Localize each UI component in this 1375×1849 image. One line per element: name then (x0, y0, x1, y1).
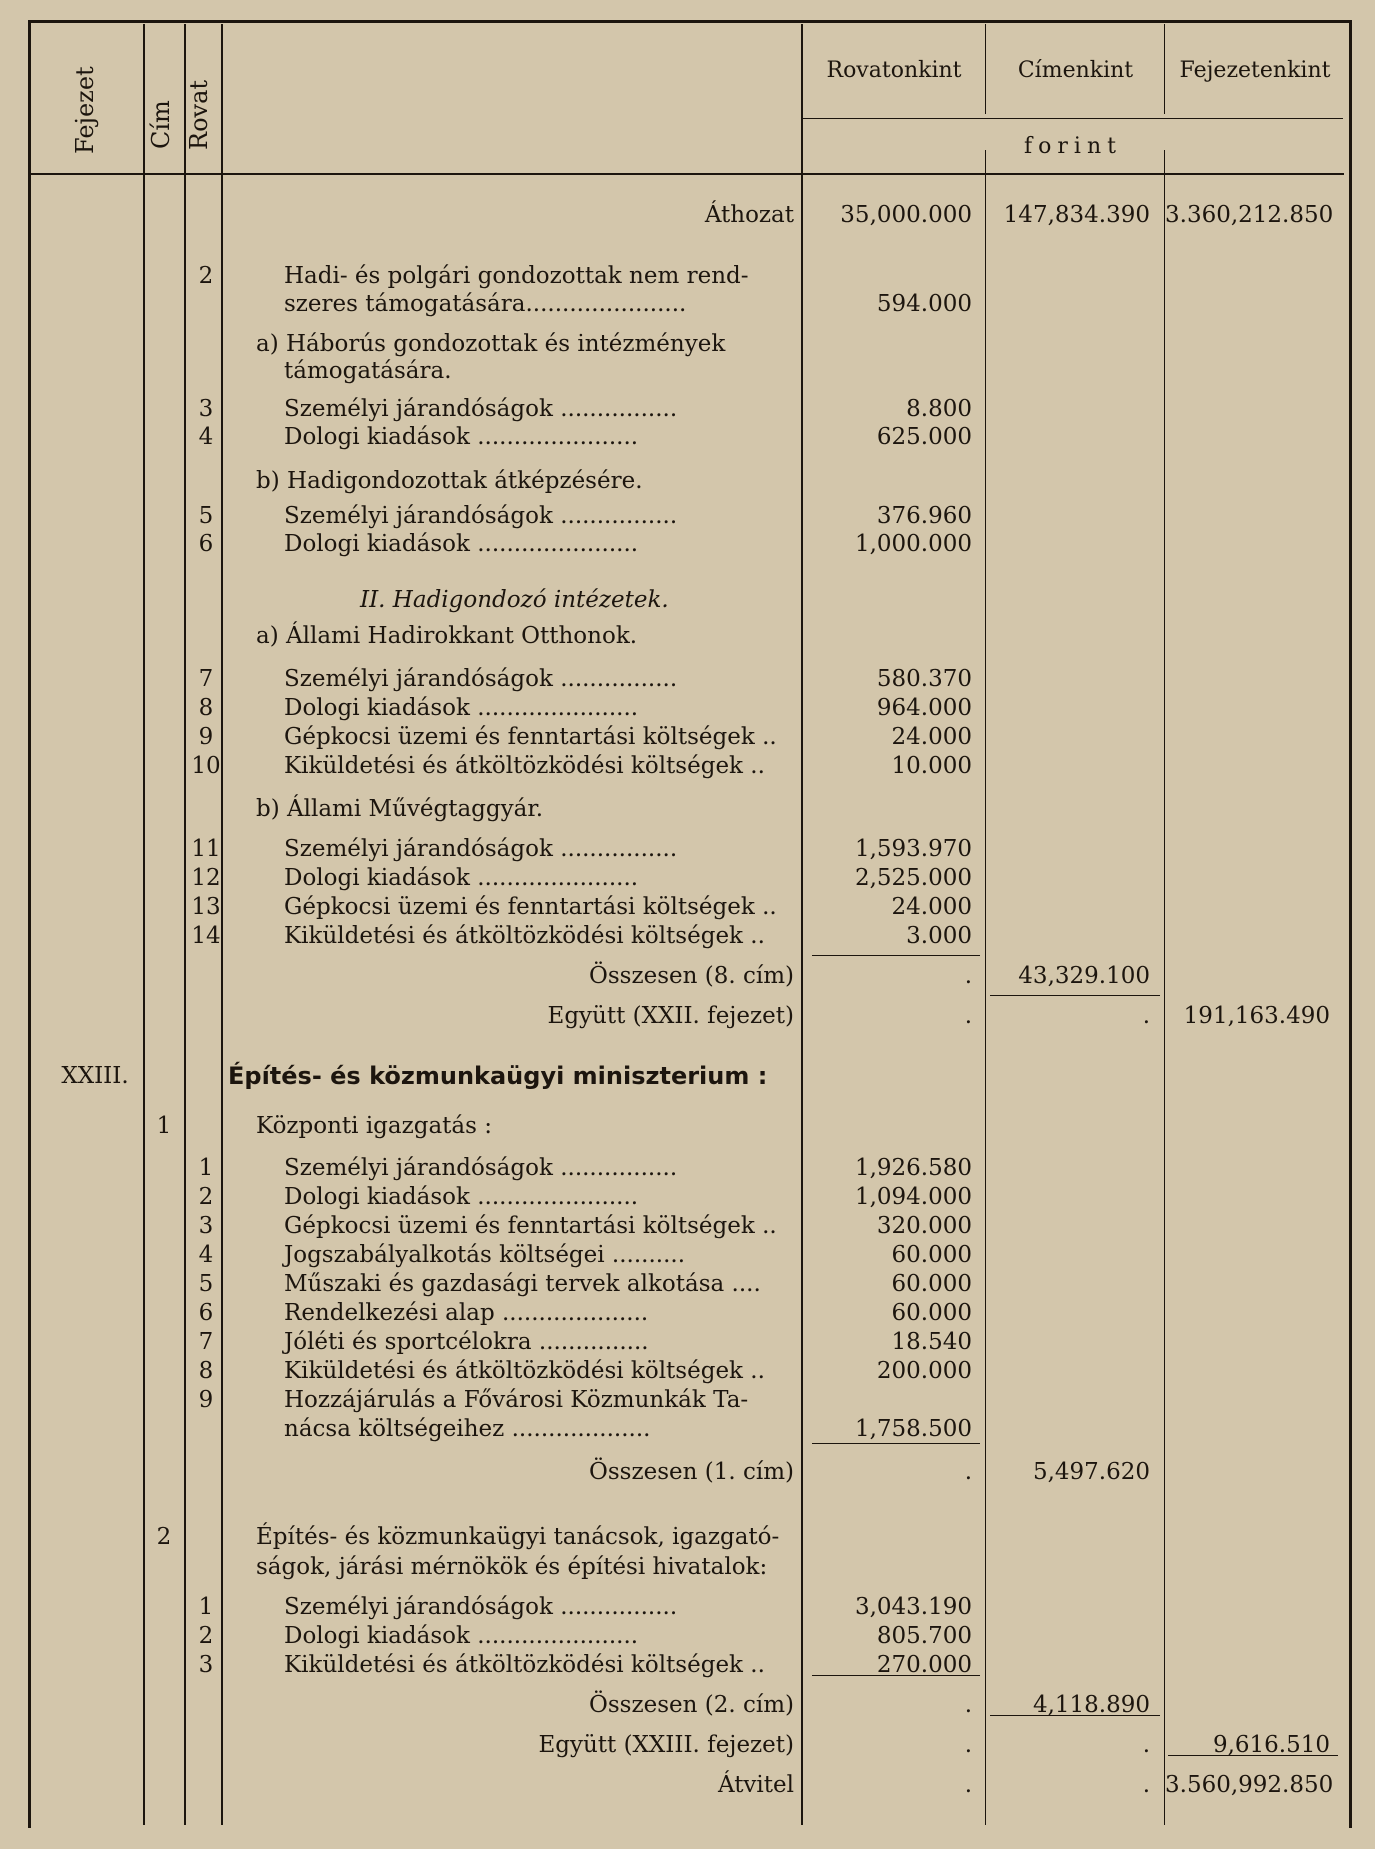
table-row (0, 200, 1375, 230)
table-row (0, 1001, 1375, 1031)
rovatonkint-value: 805.700 (876, 1623, 972, 1649)
rovatonkint-value: 376.960 (876, 503, 972, 529)
row-description: Hozzájárulás a Fővárosi Közmunkák Ta- (284, 1387, 749, 1413)
table-row (0, 356, 1375, 386)
row-description: Személyi járandóságok ................ (284, 1594, 678, 1620)
row-description: Áthozat (704, 202, 794, 228)
table-row (0, 329, 1375, 359)
cim-number: 1 (156, 1113, 172, 1139)
header-cimenkint: Címenkint (1017, 58, 1134, 83)
table-row (0, 722, 1375, 752)
row-description: Személyi járandóságok ................ (284, 503, 678, 529)
row-description: Együtt (XXII. fejezet) (547, 1003, 794, 1029)
row-description: a) Állami Hadirokkant Otthonok. (256, 623, 638, 649)
table-row (0, 1592, 1375, 1622)
rovatonkint-value: 1,758.500 (854, 1416, 972, 1442)
row-description: Személyi járandóságok ................ (284, 666, 678, 692)
table-row (0, 1385, 1375, 1415)
header-fejezet: Fejezet (71, 66, 99, 154)
rovatonkint-value: 200.000 (876, 1358, 972, 1384)
table-row (0, 1240, 1375, 1270)
row-description: Építés- és közmunkaügyi tanácsok, igazgató- (256, 1524, 780, 1550)
row-description: Dologi kiadások ...................... (284, 695, 639, 721)
row-description: Kiküldetési és átköltözködési költségek .. (284, 923, 765, 949)
table-row (0, 1061, 1375, 1091)
rovat-number: 2 (198, 263, 214, 289)
row-description: nácsa költségeihez ................... (284, 1416, 651, 1442)
row-description: Gépkocsi üzemi és fenntartási költségek .. (284, 724, 777, 750)
row-description: Gépkocsi üzemi és fenntartási költségek .. (284, 894, 777, 920)
rovatonkint-value: 3.000 (906, 923, 972, 949)
row-description: b) Hadigondozottak átképzésére. (256, 468, 643, 494)
cimenkint-value: . (1142, 1732, 1150, 1758)
table-row (0, 1770, 1375, 1800)
rovat-number: 4 (198, 1242, 214, 1268)
rovat-number: 2 (198, 1184, 214, 1210)
column-rule (1164, 24, 1165, 114)
table-row (0, 863, 1375, 893)
table-row (0, 921, 1375, 951)
table-row (0, 529, 1375, 559)
rovat-number: 1 (198, 1155, 214, 1181)
rovatonkint-value: 270.000 (876, 1652, 972, 1678)
column-rule (985, 24, 986, 114)
table-row (0, 1356, 1375, 1386)
sum-rule (812, 955, 980, 956)
row-description: II. Hadigondozó intézetek. (360, 587, 669, 613)
row-description: Összesen (2. cím) (589, 1692, 794, 1718)
row-description: Kiküldetési és átköltözködési költségek .. (284, 1358, 765, 1384)
rovatonkint-value: 594.000 (876, 291, 972, 317)
row-description: Hadi- és polgári gondozottak nem rend- (284, 263, 749, 289)
row-description: Együtt (XXIII. fejezet) (538, 1732, 794, 1758)
row-description: támogatására. (284, 358, 452, 384)
rovatonkint-value: . (964, 1732, 972, 1758)
rovatonkint-value: 60.000 (891, 1271, 972, 1297)
table-row (0, 1211, 1375, 1241)
table-row (0, 501, 1375, 531)
sum-rule (990, 995, 1160, 996)
table-row (0, 1621, 1375, 1651)
table-row (0, 1552, 1375, 1582)
table-row (0, 261, 1375, 291)
fejezetenkint-value: 191,163.490 (1183, 1003, 1330, 1029)
row-description: Dologi kiadások ...................... (284, 1184, 639, 1210)
header-cim: Cím (147, 100, 175, 149)
row-description: a) Háborús gondozottak és intézmények (256, 331, 726, 357)
table-row (0, 1730, 1375, 1760)
rovatonkint-value: 8.800 (906, 396, 972, 422)
row-description: Személyi járandóságok ................ (284, 836, 678, 862)
header-rule (803, 118, 1343, 119)
cimenkint-value: . (1142, 1772, 1150, 1798)
table-row (0, 1269, 1375, 1299)
rovatonkint-value: 3,043.190 (854, 1594, 972, 1620)
rovat-number: 3 (198, 396, 214, 422)
rovatonkint-value: 580.370 (876, 666, 972, 692)
table-row (0, 466, 1375, 496)
rovat-number: 14 (191, 923, 221, 949)
rovatonkint-value: 1,593.970 (854, 836, 972, 862)
rovat-number: 3 (198, 1652, 214, 1678)
rovatonkint-value: 18.540 (891, 1329, 972, 1355)
rovat-number: 9 (198, 724, 214, 750)
table-row (0, 1457, 1375, 1487)
fejezetenkint-value: 3.360,212.850 (1165, 202, 1334, 228)
table-row (0, 1414, 1375, 1444)
table-row (0, 1522, 1375, 1552)
row-description: Dologi kiadások ...................... (284, 865, 639, 891)
row-description: Kiküldetési és átköltözködési költségek .. (284, 753, 765, 779)
rovat-number: 6 (198, 1300, 214, 1326)
rovatonkint-value: . (964, 1003, 972, 1029)
rovat-number: 8 (198, 695, 214, 721)
cim-number: 2 (156, 1524, 172, 1550)
rovat-number: 2 (198, 1623, 214, 1649)
table-row (0, 1650, 1375, 1680)
row-description: Kiküldetési és átköltözködési költségek .. (284, 1652, 765, 1678)
fejezetenkint-value: 9,616.510 (1212, 1732, 1330, 1758)
cimenkint-value: . (1142, 1003, 1150, 1029)
rovatonkint-value: . (964, 1459, 972, 1485)
row-description: Személyi járandóságok ................ (284, 396, 678, 422)
table-row (0, 693, 1375, 723)
rovatonkint-value: 60.000 (891, 1242, 972, 1268)
fejezet-number: XXIII. (61, 1063, 129, 1089)
rovat-number: 4 (198, 424, 214, 450)
header-fejezetenkint: Fejezetenkint (1179, 58, 1331, 83)
rovatonkint-value: . (964, 1772, 972, 1798)
table-row (0, 892, 1375, 922)
rovatonkint-value: 625.000 (876, 424, 972, 450)
rovatonkint-value: 1,926.580 (854, 1155, 972, 1181)
header-rovat: Rovat (185, 79, 213, 150)
rovatonkint-value: 60.000 (891, 1300, 972, 1326)
rovat-number: 7 (198, 1329, 214, 1355)
table-row (0, 422, 1375, 452)
header-unit: forint (1024, 134, 1122, 159)
row-description: ságok, járási mérnökök és építési hivatalok: (256, 1554, 768, 1580)
rovat-number: 11 (191, 836, 221, 862)
row-description: Dologi kiadások ...................... (284, 424, 639, 450)
table-row (0, 1153, 1375, 1183)
rovatonkint-value: 35,000.000 (840, 202, 972, 228)
table-row (0, 1298, 1375, 1328)
table-row (0, 794, 1375, 824)
rovatonkint-value: 24.000 (891, 724, 972, 750)
row-description: Dologi kiadások ...................... (284, 531, 639, 557)
table-row (0, 834, 1375, 864)
fejezetenkint-value: 3.560,992.850 (1165, 1772, 1334, 1798)
cimenkint-value: 5,497.620 (1032, 1459, 1150, 1485)
row-description: Dologi kiadások ...................... (284, 1623, 639, 1649)
row-description: Központi igazgatás : (256, 1113, 492, 1139)
table-row (0, 289, 1375, 319)
rovat-number: 7 (198, 666, 214, 692)
rovatonkint-value: 320.000 (876, 1213, 972, 1239)
rovatonkint-value: 2,525.000 (854, 865, 972, 891)
header-rule (30, 173, 1344, 175)
rovat-number: 8 (198, 1358, 214, 1384)
rovatonkint-value: 24.000 (891, 894, 972, 920)
rovat-number: 5 (198, 503, 214, 529)
table-row (0, 1690, 1375, 1720)
table-row (0, 664, 1375, 694)
rovatonkint-value: 10.000 (891, 753, 972, 779)
row-description: Összesen (1. cím) (589, 1459, 794, 1485)
table-row (0, 961, 1375, 991)
rovat-number: 3 (198, 1213, 214, 1239)
table-row (0, 621, 1375, 651)
cimenkint-value: 43,329.100 (1018, 963, 1150, 989)
rovat-number: 6 (198, 531, 214, 557)
rovat-number: 13 (191, 894, 221, 920)
rovat-number: 9 (198, 1387, 214, 1413)
table-row (0, 751, 1375, 781)
table-row (0, 1327, 1375, 1357)
row-description: szeres támogatására...................... (284, 291, 687, 317)
row-description: Átvitel (717, 1772, 794, 1798)
rovatonkint-value: 1,000.000 (854, 531, 972, 557)
row-description: Építés- és közmunkaügyi miniszterium : (228, 1062, 768, 1090)
rovatonkint-value: 1,094.000 (854, 1184, 972, 1210)
row-description: b) Állami Művégtaggyár. (256, 796, 544, 822)
row-description: Jogszabályalkotás költségei .......... (284, 1242, 686, 1268)
cimenkint-value: 4,118.890 (1032, 1692, 1150, 1718)
table-row (0, 585, 1375, 615)
rovat-number: 12 (191, 865, 221, 891)
table-row (0, 1111, 1375, 1141)
table-row (0, 394, 1375, 424)
header-rovatonkint: Rovatonkint (826, 58, 962, 83)
row-description: Jóléti és sportcélokra ............... (284, 1329, 649, 1355)
row-description: Műszaki és gazdasági tervek alkotása .... (284, 1271, 761, 1297)
row-description: Rendelkezési alap .................... (284, 1300, 649, 1326)
row-description: Személyi járandóságok ................ (284, 1155, 678, 1181)
rovatonkint-value: . (964, 1692, 972, 1718)
row-description: Gépkocsi üzemi és fenntartási költségek .. (284, 1213, 777, 1239)
rovatonkint-value: . (964, 963, 972, 989)
rovat-number: 1 (198, 1594, 214, 1620)
cimenkint-value: 147,834.390 (1003, 202, 1150, 228)
rovat-number: 5 (198, 1271, 214, 1297)
rovatonkint-value: 964.000 (876, 695, 972, 721)
table-row (0, 1182, 1375, 1212)
row-description: Összesen (8. cím) (589, 963, 794, 989)
rovat-number: 10 (191, 753, 221, 779)
